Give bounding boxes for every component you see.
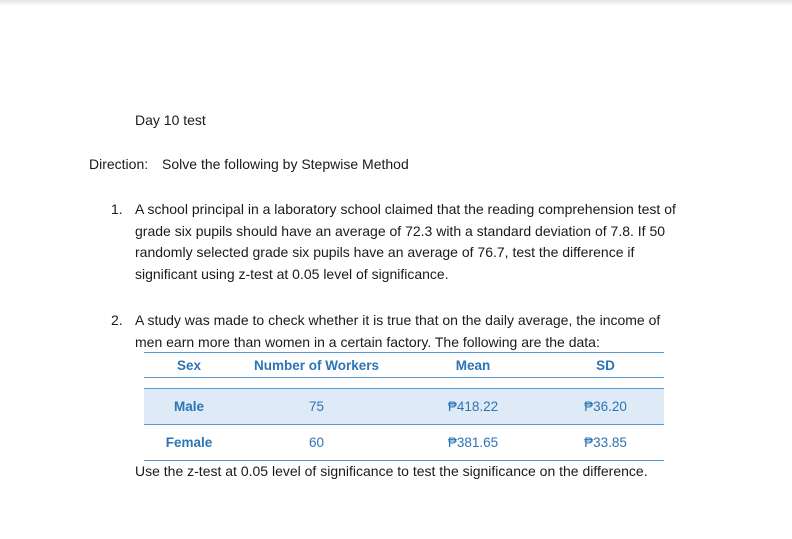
table-header-cell: Sex — [144, 353, 234, 378]
closing-note: Use the z-test at 0.05 level of significance to test the significance on the difference. — [135, 463, 648, 479]
problem-2 — [111, 310, 711, 353]
table-spacer — [144, 378, 664, 389]
document-title: Day 10 test — [135, 112, 206, 128]
problem-line: A study was made to check whether it is true that on the daily average, the income of — [135, 312, 661, 328]
window-top-edge — [0, 0, 792, 6]
table-cell-sd: ₱33.85 — [547, 425, 664, 461]
table-header-cell: Number of Workers — [234, 353, 399, 378]
problem-line: significant using z-test at 0.05 level of significance. — [135, 265, 449, 282]
table-cell-workers: 60 — [234, 425, 399, 461]
table-row — [144, 425, 664, 461]
table-row — [144, 389, 664, 425]
table-cell-mean: ₱418.22 — [399, 389, 547, 425]
problem-line: randomly selected grade six pupils have an average of 76.7, test the difference if — [135, 244, 635, 261]
direction-label: Direction: — [89, 156, 149, 172]
problem-2-text — [135, 310, 711, 353]
income-data-table — [144, 352, 664, 461]
problem-number: 2. — [111, 312, 123, 328]
table-cell-sex: Male — [144, 389, 234, 425]
problem-1 — [111, 199, 711, 285]
problem-1-text — [135, 199, 711, 285]
table-cell-sex: Female — [144, 425, 234, 461]
table-header-cell: SD — [547, 353, 664, 378]
problem-line: A school principal in a laboratory school claimed that the reading comprehension test of — [135, 201, 676, 217]
table-cell-workers: 75 — [234, 389, 399, 425]
table-header-cell: Mean — [399, 353, 547, 378]
problem-line: men earn more than women in a certain factory. The following are the data: — [135, 333, 600, 350]
table-cell-sd: ₱36.20 — [547, 389, 664, 425]
direction-line — [89, 156, 409, 172]
problem-number: 1. — [111, 201, 123, 217]
problem-line: grade six pupils should have an average of 72.3 with a standard deviation of 7.8. If 50 — [135, 222, 666, 239]
table-header-row — [144, 353, 664, 378]
direction-text: Solve the following by Stepwise Method — [162, 156, 409, 172]
table-cell-mean: ₱381.65 — [399, 425, 547, 461]
